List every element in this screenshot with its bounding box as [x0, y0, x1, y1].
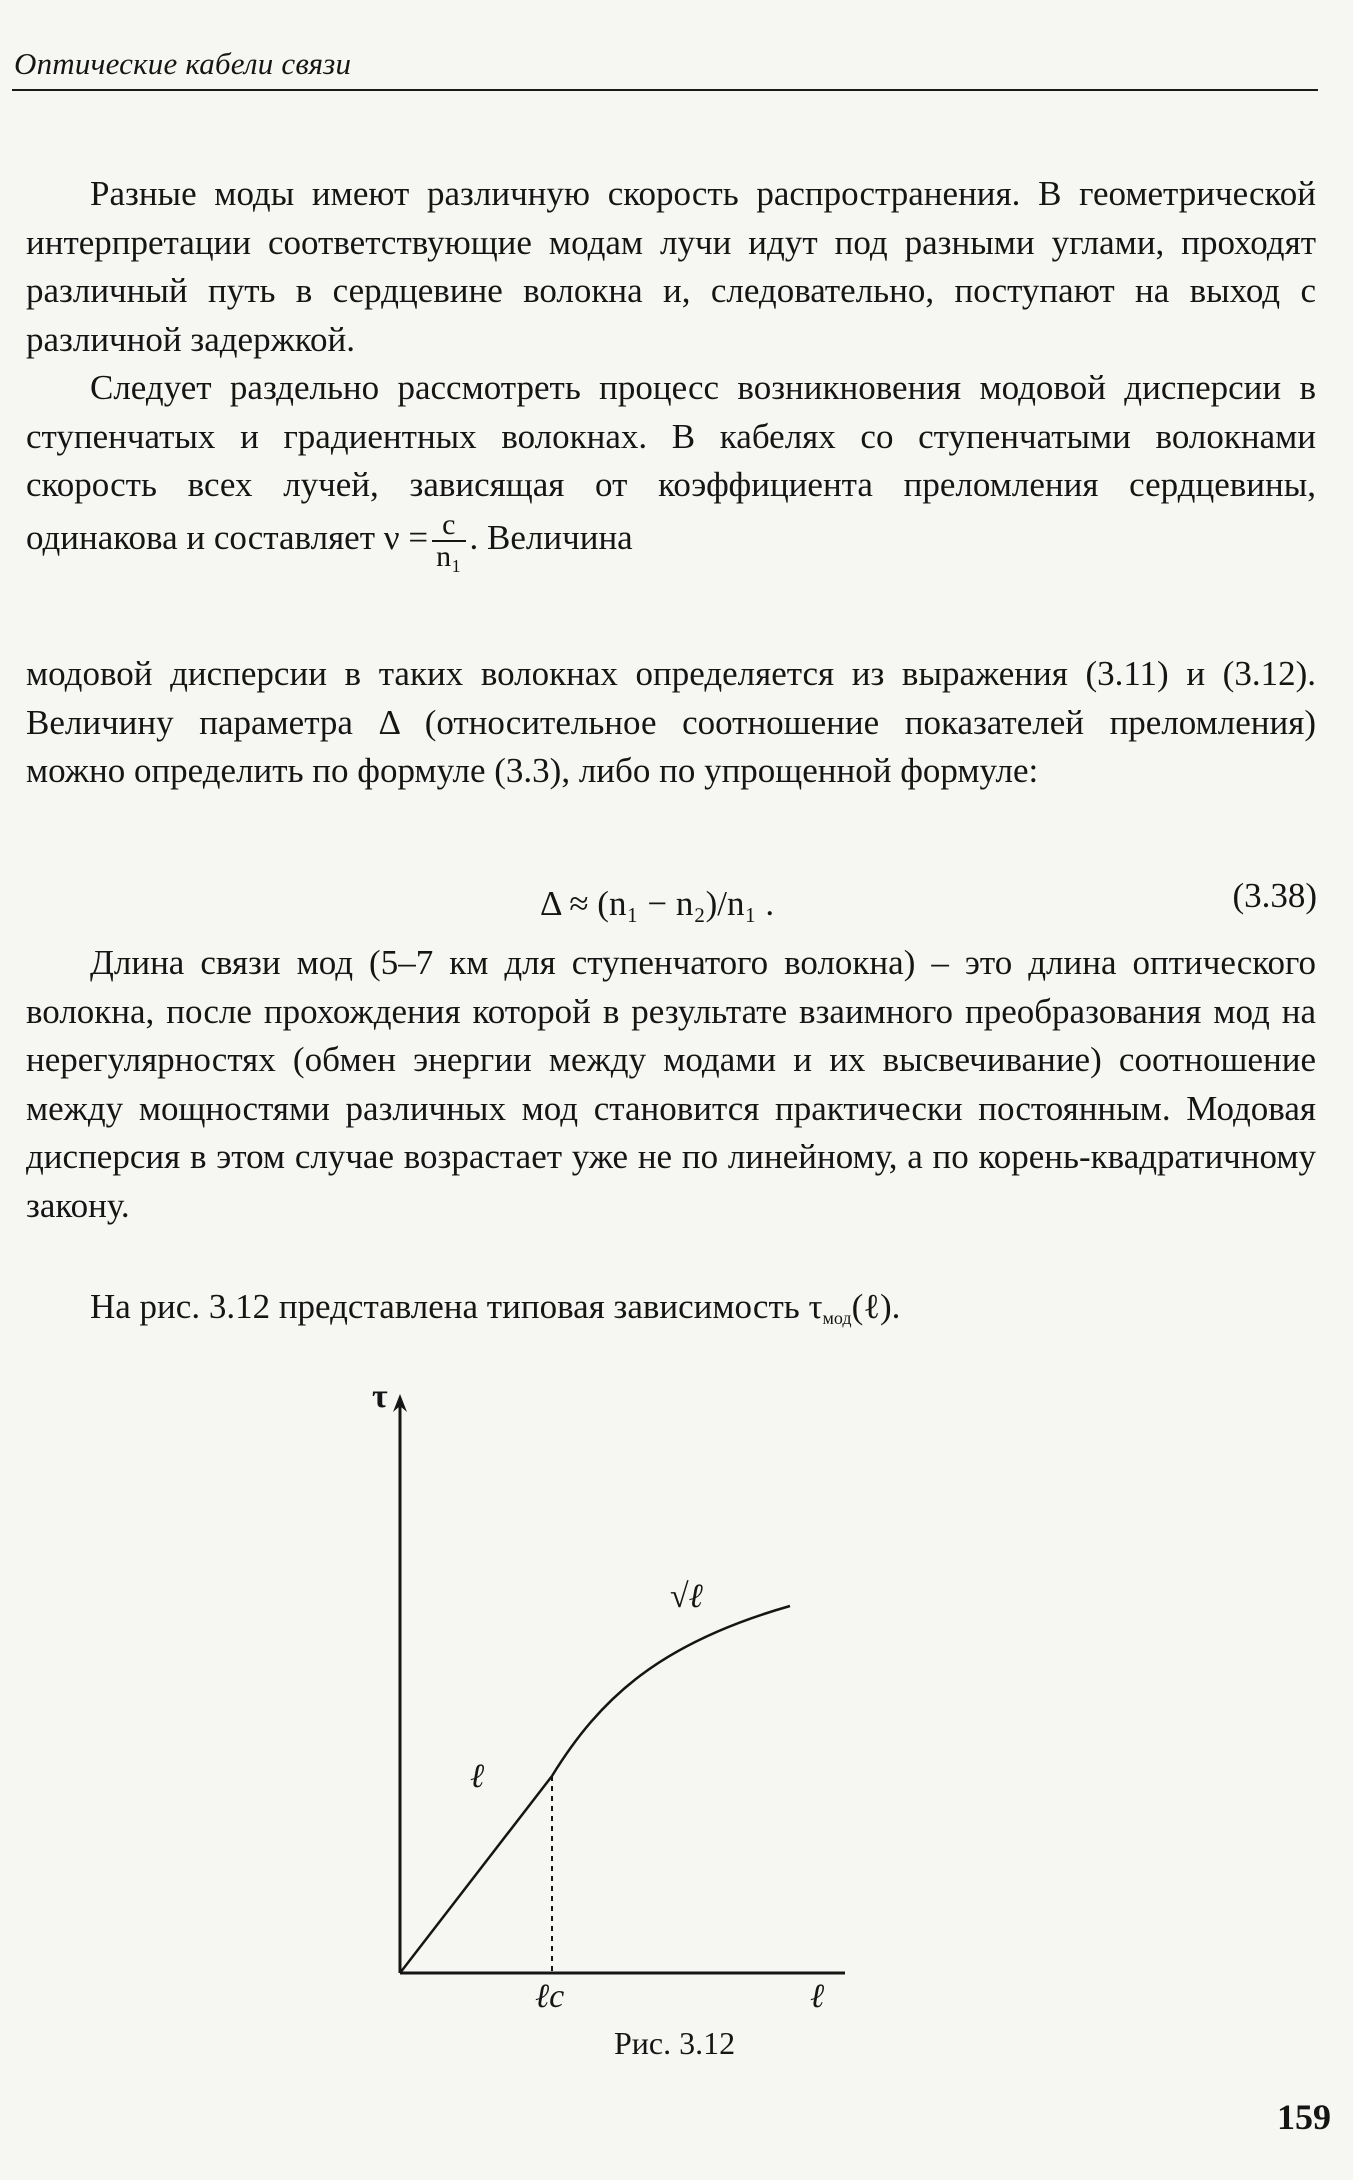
linear-region-label: ℓ [470, 1758, 485, 1795]
dispersion-graph [330, 1378, 850, 2018]
paragraph-step-fibers-tail: . Величина [469, 517, 633, 557]
paragraph-step-fibers [26, 364, 1316, 572]
running-title: Оптические кабели связи [14, 46, 352, 81]
paragraph-mode-coupling: Длина связи мод (5–7 км для ступенчатого волокна) – это длина оптического волокна, после прохождения которой в результате взаимного преобразования мод на нерегулярностях (обмен энергии между модами и их высвечивание) соотношение между мощностями различных мод становится практически постоянным. Модовая дисперсия в этом случае возрастает уже не по линейному, а по корень-квадратичному закону. [26, 943, 1316, 1225]
velocity-fraction [432, 507, 465, 573]
formula-number: (3.38) [1232, 876, 1317, 915]
header-rule [12, 89, 1318, 91]
paragraph-dispersion-value: модовой дисперсии в таких волокнах определяется из выражения (3.11) и (3.12). Величину параметра Δ (относительное соотношение показателей преломления) можно определить по формуле (3.3), либо по упрощенной формуле: [26, 654, 1316, 790]
curve-linear-segment [400, 1776, 552, 1973]
paragraph-step-fibers-text: Следует раздельно рассмотреть процесс возникновения модовой дисперсии в ступенчатых и градиентных волокнах. В кабелях со ступенчатыми волокнами скорость всех лучей, зависящая от коэффициента преломления сердцевины, одинакова и составляет ν = [26, 368, 1316, 557]
paragraph-mode-velocity: Разные моды имеют различную скорость распространения. В геометрической интерпретации соответствующие модам лучи идут под разными углами, проходят различный путь в сердцевине волокна и, следовательно, поступают на выход с различной задержкой. [26, 174, 1316, 359]
figure-caption-text: Рис. 3.12 [613, 2025, 736, 2061]
fraction-denominator: n₁ [436, 539, 462, 573]
sqrt-region-label: √ℓ [670, 1578, 703, 1615]
y-axis-label: τ [372, 1378, 388, 1415]
figure-caption [0, 2025, 1353, 2062]
figure-reference-text: На рис. 3.12 представлена типовая зависимость τ [90, 1287, 823, 1326]
figure-3-12 [330, 1378, 850, 2018]
figure-reference-tail: (ℓ). [851, 1287, 901, 1326]
fraction-numerator: c [432, 510, 465, 542]
page-number: 159 [1277, 2097, 1331, 2137]
curve-sqrt-segment [552, 1606, 790, 1776]
cutoff-length-label: ℓc [535, 1978, 565, 2015]
x-axis-label: ℓ [810, 1978, 825, 2015]
tau-subscript: мод [822, 1308, 852, 1328]
paragraph-figure-reference [26, 1283, 1316, 1343]
formula-delta: Δ ≈ (n₁ − n₂)/n₁ . [540, 884, 775, 923]
